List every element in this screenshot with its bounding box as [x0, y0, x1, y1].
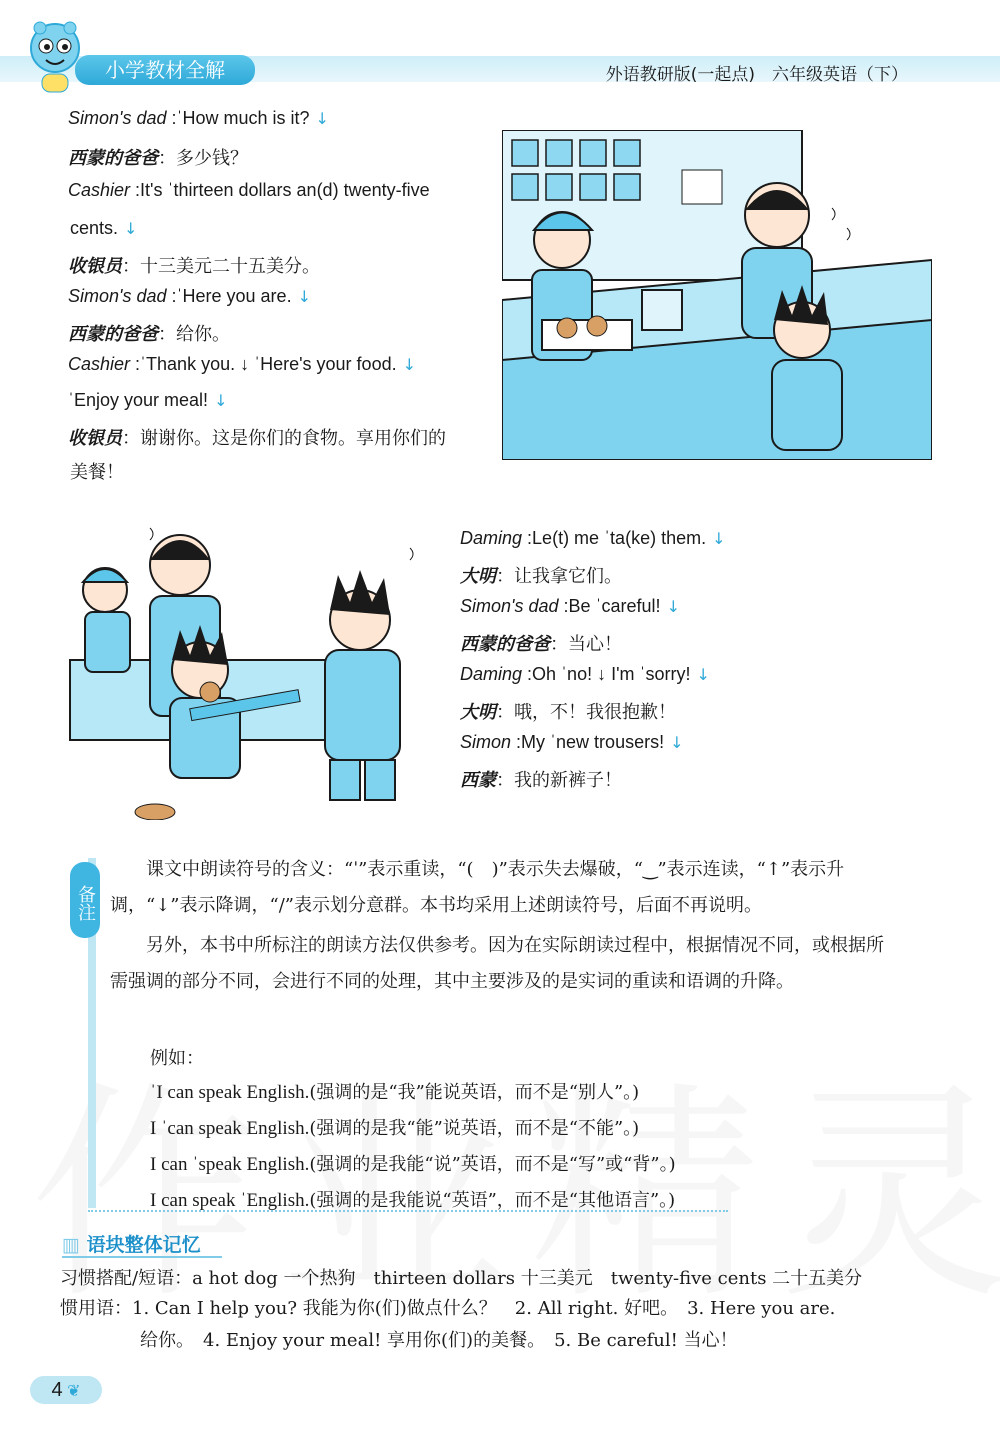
- dialogue-line: 西蒙的爸爸：当心！: [460, 634, 622, 655]
- section-title: ▥ 语块整体记忆: [62, 1234, 201, 1256]
- dialogue-line: ˈEnjoy your meal! ↓: [68, 390, 228, 410]
- dialogue-line: 西蒙：我的新裤子！: [460, 770, 622, 791]
- dialogue-line: Simon's dad :ˈHere you are. ↓: [68, 286, 311, 306]
- dialogue-bottom: [460, 528, 880, 800]
- example-line: I can speak ˈEnglish.(强调的是我能说“英语”，而不是“其他语言”。): [150, 1190, 676, 1211]
- dialogue-line: Cashier :ˈThank you. ↓ ˈHere's your food. ↓: [68, 354, 416, 374]
- section-underline: [62, 1256, 222, 1258]
- dialogue-line: 收银员：十三美元二十五美分。: [68, 256, 320, 277]
- dialogue-line: 美餐！: [70, 462, 124, 483]
- dialogue-line: Cashier :It's ˈthirteen dollars an(d) twenty-five: [68, 180, 430, 200]
- cashier-scene-illustration: [502, 130, 932, 460]
- example-line: I can ˈspeak English.(强调的是我能“说”英语，而不是“写”或“背”。): [150, 1154, 676, 1175]
- dialogue-line: 大明：让我拿它们。: [460, 566, 622, 587]
- note-badge: 备注: [70, 862, 100, 938]
- example-line: ˈI can speak English.(强调的是“我”能说英语，而不是“别人”。): [150, 1082, 640, 1103]
- bars-icon: ▥: [62, 1234, 87, 1256]
- idiom-line: 惯用语：1. Can I help you? 我能为你(们)做点什么？ 2. All right. 好吧。 3. Here you are.: [60, 1298, 836, 1319]
- spill-scene-illustration: [60, 520, 440, 820]
- dialogue-line: Daming :Le(t) me ˈta(ke) them. ↓: [460, 528, 726, 548]
- page-number: 4 ❦: [30, 1376, 102, 1404]
- dialogue-line: Simon's dad :ˈHow much is it? ↓: [68, 108, 329, 128]
- phrase-line: 习惯搭配/短语：a hot dog 一个热狗 thirteen dollars 十三美元 twenty-five cents 二十五美分: [60, 1268, 863, 1289]
- dialogue-line: 大明：哦，不！我很抱歉！: [460, 702, 676, 723]
- note-paragraph-1: 课文中朗读符号的含义：“ˈ”表示重读，“( )”表示失去爆破，“‿”表示连读，“↑”表示升调，“↓”表示降调，“/”表示划分意群。本书均采用上述朗读符号，后面不再说明。: [110, 859, 845, 916]
- note-paragraph-2: 另外，本书中所标注的朗读方法仅供参考。因为在实际朗读过程中，根据情况不同，或根据所需强调的部分不同，会进行不同的处理，其中主要涉及的是实词的重读和语调的升降。: [110, 935, 884, 992]
- example-label: 例如：: [150, 1048, 204, 1069]
- dialogue-line: cents. ↓: [70, 218, 138, 238]
- dialogue-line: 西蒙的爸爸：给你。: [68, 324, 230, 345]
- dialogue-line: 西蒙的爸爸：多少钱？: [68, 148, 248, 169]
- leaf-icon: ❦: [62, 1383, 81, 1400]
- example-line: I ˈcan speak English.(强调的是我“能”说英语，而不是“不能”。): [150, 1118, 640, 1139]
- edition-label: 外语教研版(一起点) 六年级英语（下）: [605, 65, 908, 85]
- dialogue-line: Simon's dad :Be ˈcareful! ↓: [460, 596, 680, 616]
- dialogue-line: 收银员：谢谢你。这是你们的食物。享用你们的: [68, 428, 446, 449]
- series-title: 小学教材全解: [75, 55, 255, 85]
- dialogue-line: Daming :Oh ˈno! ↓ I'm ˈsorry! ↓: [460, 664, 710, 684]
- dialogue-line: Simon :My ˈnew trousers! ↓: [460, 732, 684, 752]
- dialogue-top: [68, 108, 498, 492]
- idiom-line: 给你。 4. Enjoy your meal! 享用你(们)的美餐。 5. Be careful! 当心！: [140, 1330, 738, 1351]
